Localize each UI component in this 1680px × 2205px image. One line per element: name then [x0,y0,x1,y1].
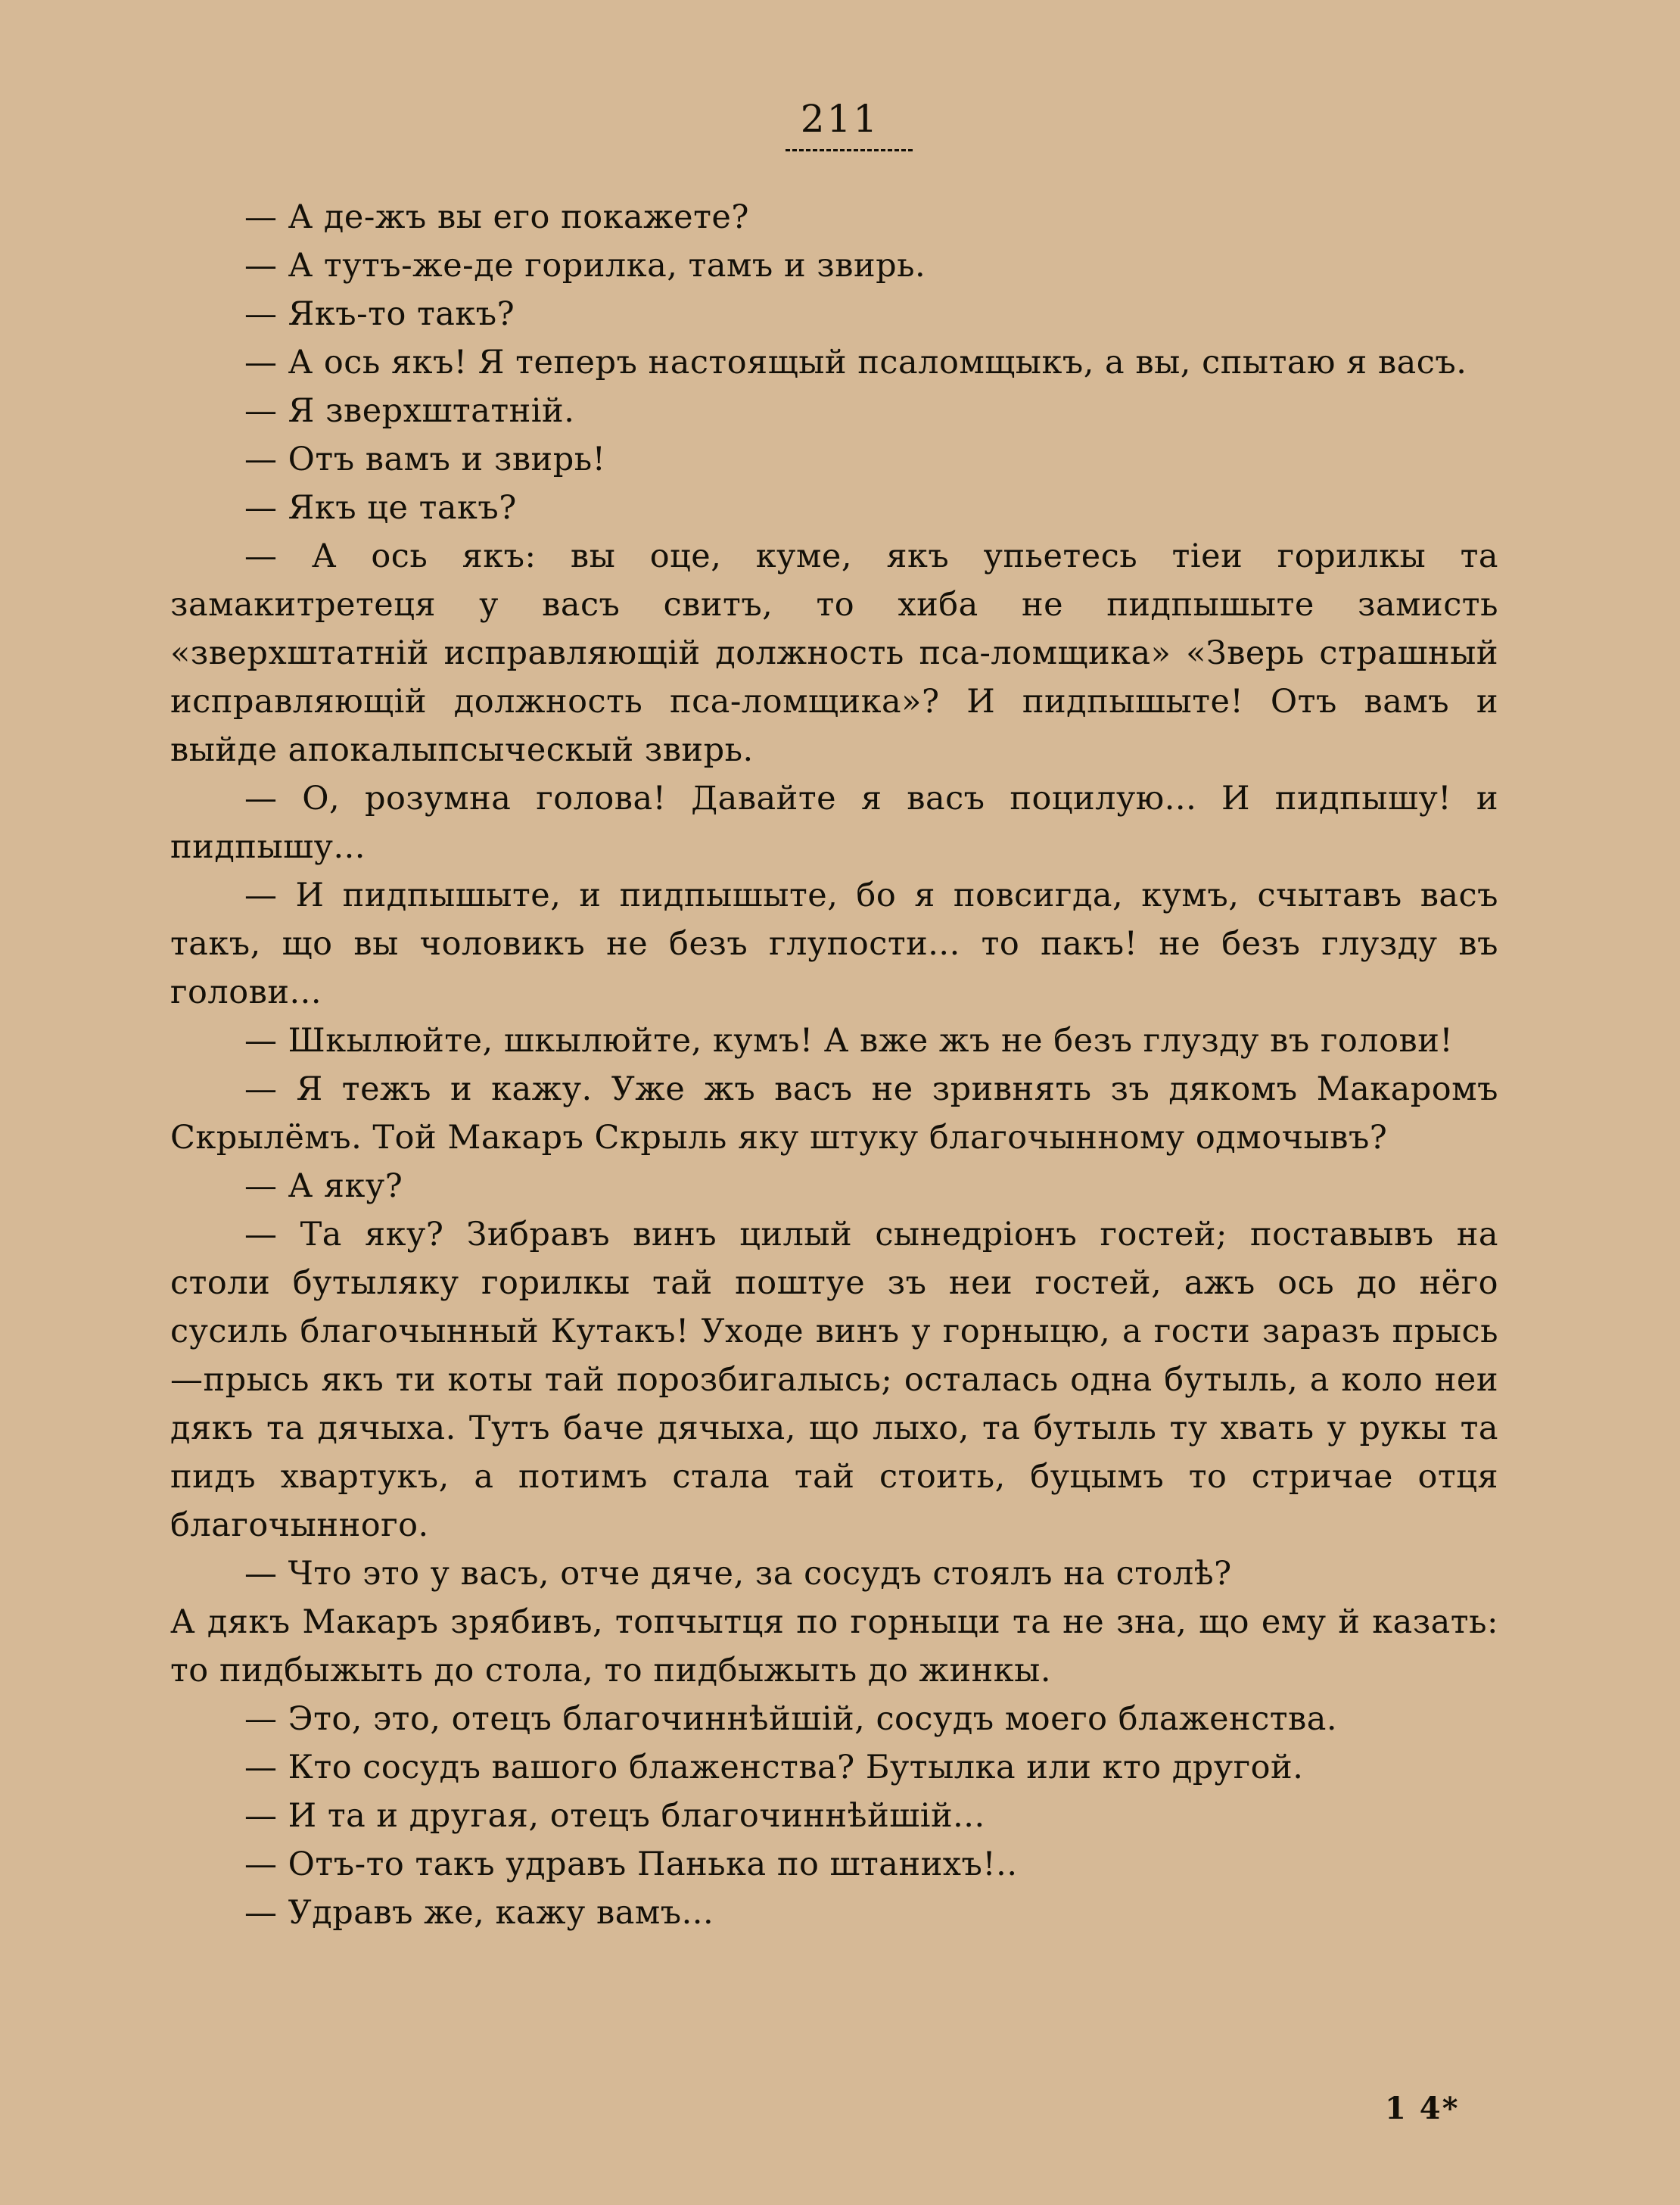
signature-mark: 1 4* [1385,2091,1460,2126]
paragraph: — А ось якъ: вы оце, куме, якъ упьетесь тіеи горилкы та замакитретеця у васъ свитъ, то хиба не пидпышыте замисть «зверхштатній исправляющій должность пса-ломщика» «Зверь страшный исправляющій должность пса-ломщика»? И пидпышыте! Отъ вамъ и выйде апокалыпсыческый звирь. [170,537,1498,769]
paragraph: А дякъ Макаръ зрябивъ, топчытця по горныци та не зна, що ему й казать: то пидбыжыть до стола, то пидбыжыть до жинкы. [170,1603,1498,1690]
paragraph: — Якъ це такъ? [244,489,517,527]
paragraph: — Я тежъ и кажу. Уже жъ васъ не зривнять зъ дякомъ Макаромъ Скрылёмъ. Той Макаръ Скрыль яку штуку благочынному одмочывъ? [170,1070,1498,1157]
body-text [170,193,1498,1937]
paragraph: — Та яку? Зибравъ винъ цилый сынедріонъ гостей; поставывъ на столи бутыляку горилкы тай поштуе зъ неи гостей, ажъ ось до нёго сусиль благочынный Кутакъ! Уходе винъ у горныцю, а гости заразъ прысь—прысь якъ ти коты тай порозбигалысь; осталась одна бутыль, а коло неи дякъ та дячыха. Тутъ баче дячыха, що лыхо, та бутыль ту хвать у рукы та пидъ хвартукъ, а потимъ стала тай стоить, буцымъ то стричае отця благочынного. [170,1216,1498,1544]
paragraph: — И пидпышыте, и пидпышыте, бо я повсигда, кумъ, счытавъ васъ такъ, що вы чоловикъ не безъ глупости... то пакъ! не безъ глузду въ голови... [170,877,1498,1011]
paragraph: — Это, это, отецъ благочиннѣйшій, сосудъ моего блаженства. [244,1700,1338,1738]
paragraph: — Отъ вамъ и звирь! [244,441,606,478]
paragraph: — А де-жъ вы его покажете? [244,198,749,236]
paragraph: — Что это у васъ, отче дяче, за сосудъ стоялъ на столѣ? [244,1555,1232,1593]
paragraph: — И та и другая, отецъ благочиннѣйшій... [244,1797,985,1835]
paragraph: — Удравъ же, кажу вамъ... [244,1894,714,1932]
paragraph: — Якъ-то такъ? [244,295,515,333]
paragraph: — О, розумна голова! Давайте я васъ поцилую... И пидпышу! и пидпышу... [170,780,1498,866]
paragraph: — А ось якъ! Я теперъ настоящый псаломщыкъ, а вы, спытаю я васъ. [244,344,1467,382]
paragraph: — Я зверхштатній. [244,392,575,430]
header-divider [786,149,913,151]
paragraph: — А тутъ-же-де горилка, тамъ и звирь. [244,247,926,285]
page-number: 211 [800,97,880,141]
paragraph: — Шкылюйте, шкылюйте, кумъ! А вже жъ не безъ глузду въ голови! [244,1022,1454,1060]
paragraph: — Отъ-то такъ удравъ Панька по штанихъ!.. [244,1845,1018,1883]
paragraph: — А яку? [244,1167,403,1205]
paragraph: — Кто сосудъ вашого блаженства? Бутылка или кто другой. [244,1749,1304,1786]
